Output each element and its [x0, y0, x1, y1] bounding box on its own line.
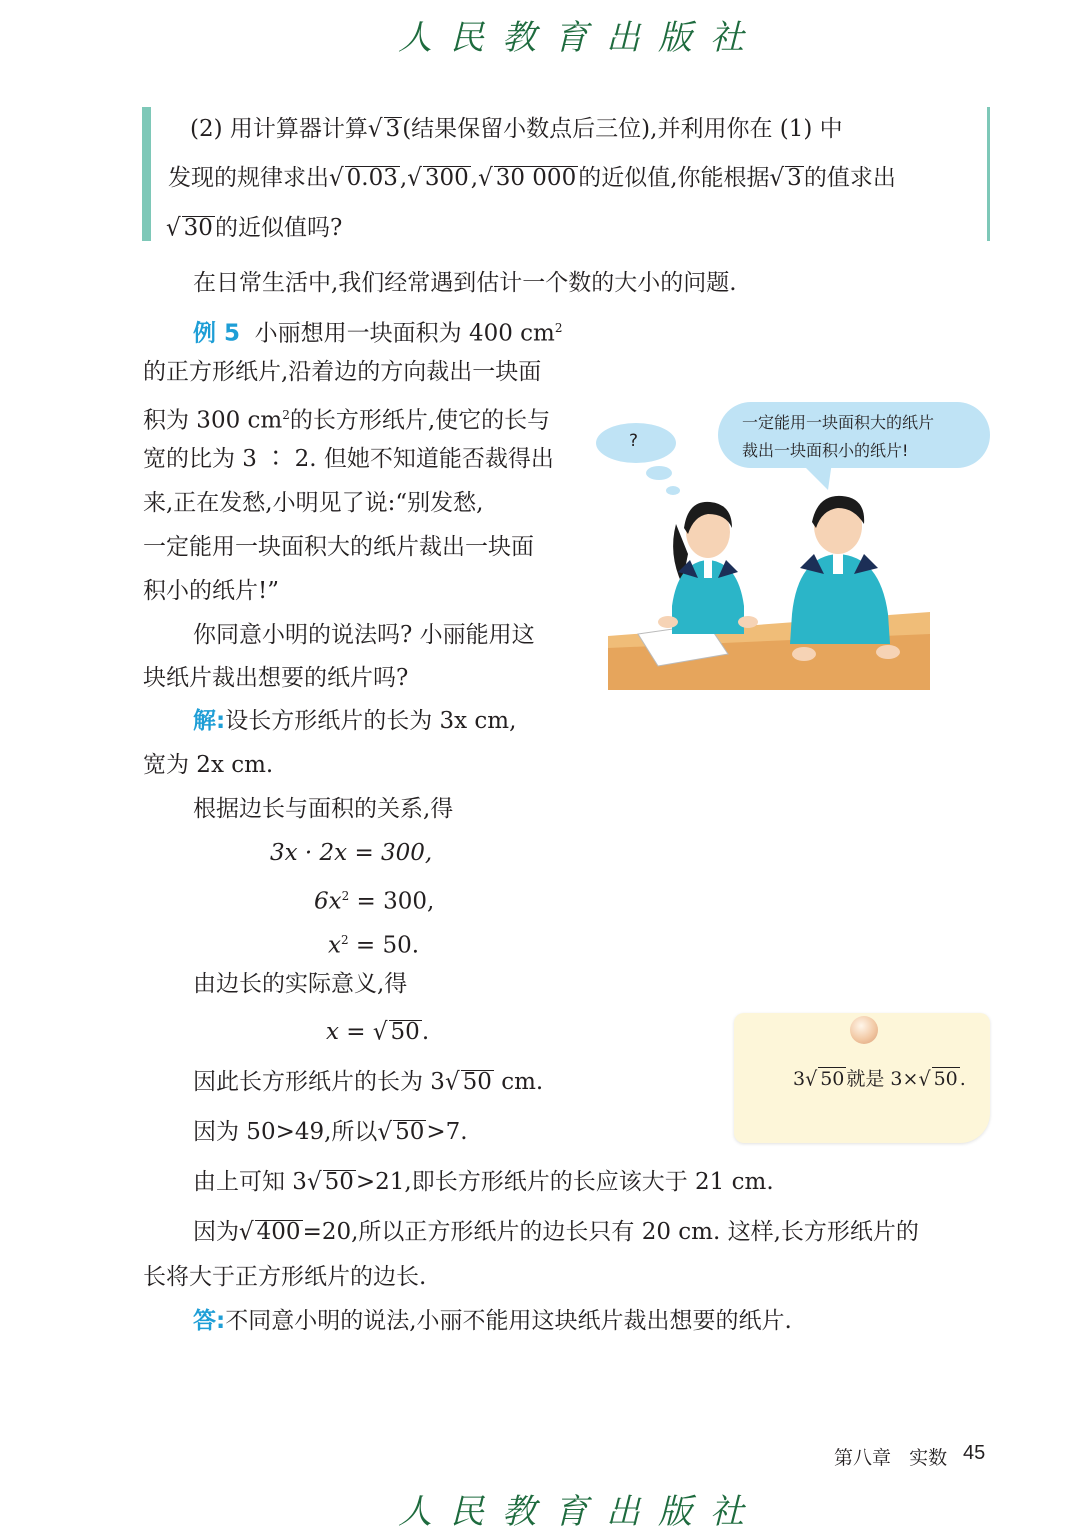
- example-line-4: 宽的比为 3 ∶ 2. 但她不知道能否裁得出: [143, 446, 554, 472]
- example-line-2: 的正方形纸片,沿着边的方向裁出一块面: [143, 359, 542, 385]
- question-line-1: (2) 用计算器计算√ 3(结果保留小数点后三位),并利用你在 (1) 中: [190, 115, 843, 143]
- equation-1: 3x · 2x = 300,: [270, 840, 433, 866]
- solution-line-9: 长将大于正方形纸片的边长.: [143, 1264, 427, 1290]
- equation-2: $6x^2 = 300$,: [314, 888, 435, 915]
- question-line-3: √ 30的近似值吗?: [166, 214, 343, 242]
- publisher-logo-bottom: 人民教育出版社: [398, 1492, 762, 1532]
- example-line-8: 你同意小明的说法吗? 小丽能用这: [193, 622, 535, 648]
- thought-bubble-text: ?: [629, 431, 639, 451]
- example-line-3: 积为 300 $cm^2$的长方形纸片,使它的长与: [143, 407, 551, 434]
- note-text: 3√ 50 就是 3×√ 50 .: [793, 1067, 966, 1091]
- question-line-2: 发现的规律求出√ 0.03,√ 300,√ 30 000的近似值,你能根据√ 3的值求出: [168, 164, 896, 192]
- answer-label: 答:: [193, 1308, 226, 1334]
- equation-4: x = √ 50.: [326, 1018, 430, 1046]
- solution-line-1: 解:设长方形纸片的长为 3x cm,: [193, 708, 517, 734]
- example-line-9: 块纸片裁出想要的纸片吗?: [143, 665, 409, 691]
- example-line-7: 积小的纸片!”: [143, 578, 280, 604]
- page-number: 45: [963, 1442, 986, 1464]
- publisher-logo-top: 人民教育出版社: [398, 18, 762, 58]
- speech-bubble: [718, 402, 990, 468]
- equation-3: $x^2 = 50$.: [328, 932, 420, 959]
- speech-line-2: 裁出一块面积小的纸片!: [742, 441, 909, 460]
- speech-bubble-tail: [800, 462, 836, 492]
- question-box-left-bar: [142, 107, 151, 241]
- intro-paragraph: 在日常生活中,我们经常遇到估计一个数的大小的问题.: [193, 270, 737, 296]
- example-line-5: 来,正在发愁,小明见了说:“别发愁,: [143, 490, 484, 516]
- thought-bubble-dot-1: [646, 466, 672, 480]
- example-line-6: 一定能用一块面积大的纸片裁出一块面: [143, 534, 534, 560]
- solution-line-8: 因为√ 400=20,所以正方形纸片的边长只有 20 cm. 这样,长方形纸片的: [193, 1218, 919, 1246]
- solution-line-4: 由边长的实际意义,得: [193, 971, 408, 997]
- example-label: 例 5: [193, 320, 241, 347]
- solution-line-5: 因此长方形纸片的长为 3√ 50 cm.: [193, 1068, 544, 1096]
- question-box-right-bar: [987, 107, 990, 241]
- student-scene: [608, 494, 930, 690]
- chapter-label: 第八章 实数: [834, 1447, 948, 1469]
- solution-label: 解:: [193, 708, 226, 734]
- speech-line-1: 一定能用一块面积大的纸片: [742, 413, 935, 432]
- solution-line-7: 由上可知 3√ 50>21,即长方形纸片的长应该大于 21 cm.: [193, 1168, 774, 1196]
- solution-line-3: 根据边长与面积的关系,得: [193, 796, 454, 822]
- solution-line-6: 因为 50>49,所以√ 50>7.: [193, 1118, 468, 1146]
- answer-line: 答:不同意小明的说法,小丽不能用这块纸片裁出想要的纸片.: [193, 1308, 792, 1334]
- example-line-1: 例 5 小丽想用一块面积为 400 $cm^2$: [193, 320, 563, 347]
- solution-line-2: 宽为 2x cm.: [143, 752, 274, 778]
- pushpin-icon: [850, 1016, 878, 1044]
